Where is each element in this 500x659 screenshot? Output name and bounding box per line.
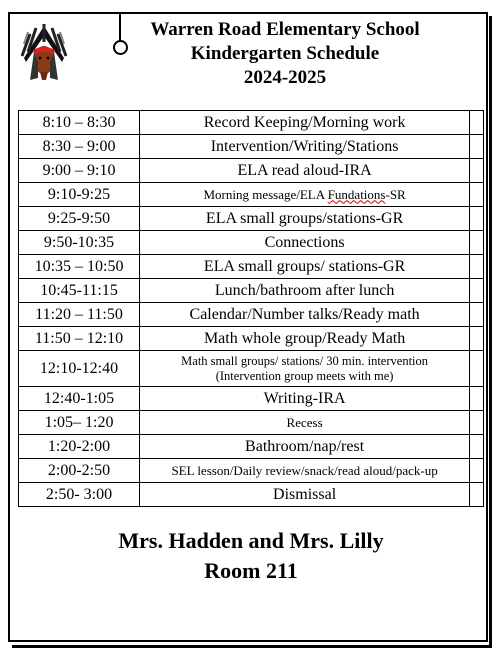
activity-text: Math small groups/ stations/ 30 min. intervention — [181, 353, 429, 368]
activity-cell: Intervention/Writing/Stations — [140, 135, 470, 159]
activity-cell — [140, 183, 470, 207]
teacher-names: Mrs. Hadden and Mrs. Lilly — [118, 528, 384, 553]
table-row — [19, 207, 484, 231]
blank-cell — [470, 303, 484, 327]
table-row — [19, 459, 484, 483]
blank-cell — [470, 135, 484, 159]
schedule-title: Kindergarten Schedule — [190, 43, 380, 64]
blank-cell — [470, 483, 484, 507]
activity-cell: Record Keeping/Morning work — [140, 111, 470, 135]
blank-cell — [470, 279, 484, 303]
school-year: 2024-2025 — [243, 67, 327, 88]
table-row — [19, 183, 484, 207]
blank-cell — [470, 207, 484, 231]
activity-cell: Connections — [140, 231, 470, 255]
activity-cell: Recess — [140, 411, 470, 435]
table-row — [19, 159, 484, 183]
school-name: Warren Road Elementary School — [150, 19, 420, 40]
activity-cell: ELA small groups/ stations-GR — [140, 255, 470, 279]
table-row — [19, 135, 484, 159]
time-cell: 2:50- 3:00 — [19, 483, 140, 507]
blank-cell — [470, 327, 484, 351]
blank-cell — [470, 183, 484, 207]
table-row — [19, 387, 484, 411]
time-cell: 9:10-9:25 — [19, 183, 140, 207]
activity-cell: Calendar/Number talks/Ready math — [140, 303, 470, 327]
time-cell: 9:00 – 9:10 — [19, 159, 140, 183]
time-cell: 8:10 – 8:30 — [19, 111, 140, 135]
table-row — [19, 483, 484, 507]
activity-note: (Intervention group meets with me) — [215, 368, 394, 383]
table-row — [19, 255, 484, 279]
room-number: Room 211 — [204, 558, 298, 583]
table-row — [19, 111, 484, 135]
table-row — [19, 435, 484, 459]
activity-cell: ELA small groups/stations-GR — [140, 207, 470, 231]
activity-cell: Lunch/bathroom after lunch — [140, 279, 470, 303]
time-cell: 12:40-1:05 — [19, 387, 140, 411]
blank-cell — [470, 435, 484, 459]
time-cell: 1:05– 1:20 — [19, 411, 140, 435]
table-row — [19, 303, 484, 327]
table-row — [19, 231, 484, 255]
blank-cell — [470, 111, 484, 135]
blank-cell — [470, 387, 484, 411]
activity-cell: Math whole group/Ready Math — [140, 327, 470, 351]
time-cell: 8:30 – 9:00 — [19, 135, 140, 159]
table-row — [19, 327, 484, 351]
blank-cell — [470, 159, 484, 183]
activity-text-spellcheck: Fundations — [327, 186, 386, 202]
activity-text-pre: Morning message/ELA — [203, 186, 328, 202]
activity-cell — [140, 351, 470, 387]
blank-cell — [470, 351, 484, 387]
document-footer — [18, 526, 484, 586]
blank-cell — [470, 411, 484, 435]
headdress-logo-icon — [16, 22, 72, 84]
time-cell: 11:20 – 11:50 — [19, 303, 140, 327]
time-cell: 10:35 – 10:50 — [19, 255, 140, 279]
table-row — [19, 411, 484, 435]
blank-cell — [470, 255, 484, 279]
activity-cell: Writing-IRA — [140, 387, 470, 411]
activity-text-post: -SR — [385, 186, 406, 202]
table-row — [19, 351, 484, 387]
time-cell: 12:10-12:40 — [19, 351, 140, 387]
time-cell: 10:45-11:15 — [19, 279, 140, 303]
time-cell: 11:50 – 12:10 — [19, 327, 140, 351]
table-row — [19, 279, 484, 303]
time-cell: 2:00-2:50 — [19, 459, 140, 483]
schedule-table — [18, 110, 484, 507]
time-cell: 9:25-9:50 — [19, 207, 140, 231]
blank-cell — [470, 231, 484, 255]
time-cell: 9:50-10:35 — [19, 231, 140, 255]
blank-cell — [470, 459, 484, 483]
activity-cell: Dismissal — [140, 483, 470, 507]
activity-cell: SEL lesson/Daily review/snack/read aloud/pack-up — [140, 459, 470, 483]
document-header — [110, 18, 460, 90]
activity-cell: ELA read aloud-IRA — [140, 159, 470, 183]
time-cell: 1:20-2:00 — [19, 435, 140, 459]
activity-cell: Bathroom/nap/rest — [140, 435, 470, 459]
